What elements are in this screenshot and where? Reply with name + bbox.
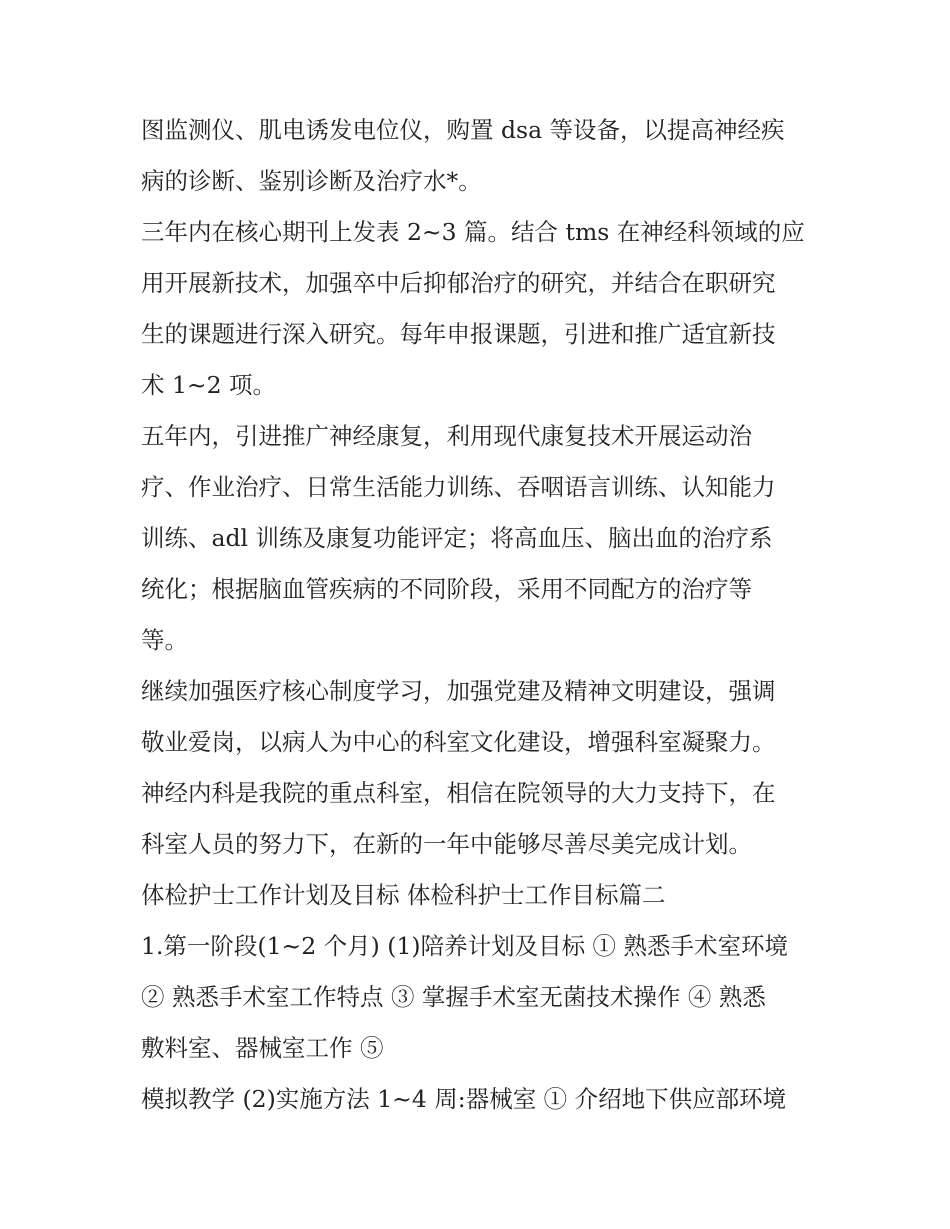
text-line: 生的课题进行深入研究。每年申报课题，引进和推广适宜新技 [141,320,776,348]
text-line: 疗、作业治疗、日常生活能力训练、吞咽语言训练、认知能力 [141,473,776,501]
text-line: 统化；根据脑血管疾病的不同阶段，采用不同配方的治疗等 [141,575,752,603]
text-line: 科室人员的努力下，在新的一年中能够尽善尽美完成计划。 [141,830,752,858]
section-heading: 体检护士工作计划及目标 体检科护士工作目标篇二 [141,881,666,909]
text-line: 敬业爱岗，以病人为中心的科室文化建设，增强科室凝聚力。 [141,728,776,756]
text-line: 继续加强医疗核心制度学习，加强党建及精神文明建设，强调 [141,677,776,705]
text-line: 1.第一阶段(1~2 个月) (1)陪养计划及目标 ① 熟悉手术室环境 [141,932,789,960]
text-line: 图监测仪、肌电诱发电位仪，购置 dsa 等设备，以提高神经疾 [141,116,785,144]
text-line: 神经内科是我院的重点科室，相信在院领导的大力支持下，在 [141,779,776,807]
text-line: 模拟教学 (2)实施方法 1~4 周:器械室 ① 介绍地下供应部环境 [141,1085,787,1113]
text-line: 三年内在核心期刊上发表 2~3 篇。结合 tms 在神经科领域的应 [141,218,805,246]
text-line: 训练、adl 训练及康复功能评定；将高血压、脑出血的治疗系 [141,524,773,552]
text-line: ② 熟悉手术室工作特点 ③ 掌握手术室无菌技术操作 ④ 熟悉 [141,983,766,1011]
text-line: 病的诊断、鉴别诊断及治疗水*。 [141,167,482,195]
text-line: 用开展新技术，加强卒中后抑郁治疗的研究，并结合在职研究 [141,269,776,297]
text-line: 五年内，引进推广神经康复，利用现代康复技术开展运动治 [141,422,752,450]
text-line: 等。 [141,626,188,654]
text-line: 术 1~2 项。 [141,371,277,399]
text-line: 敷料室、器械室工作 ⑤ [141,1034,384,1062]
document-body [141,105,821,1125]
